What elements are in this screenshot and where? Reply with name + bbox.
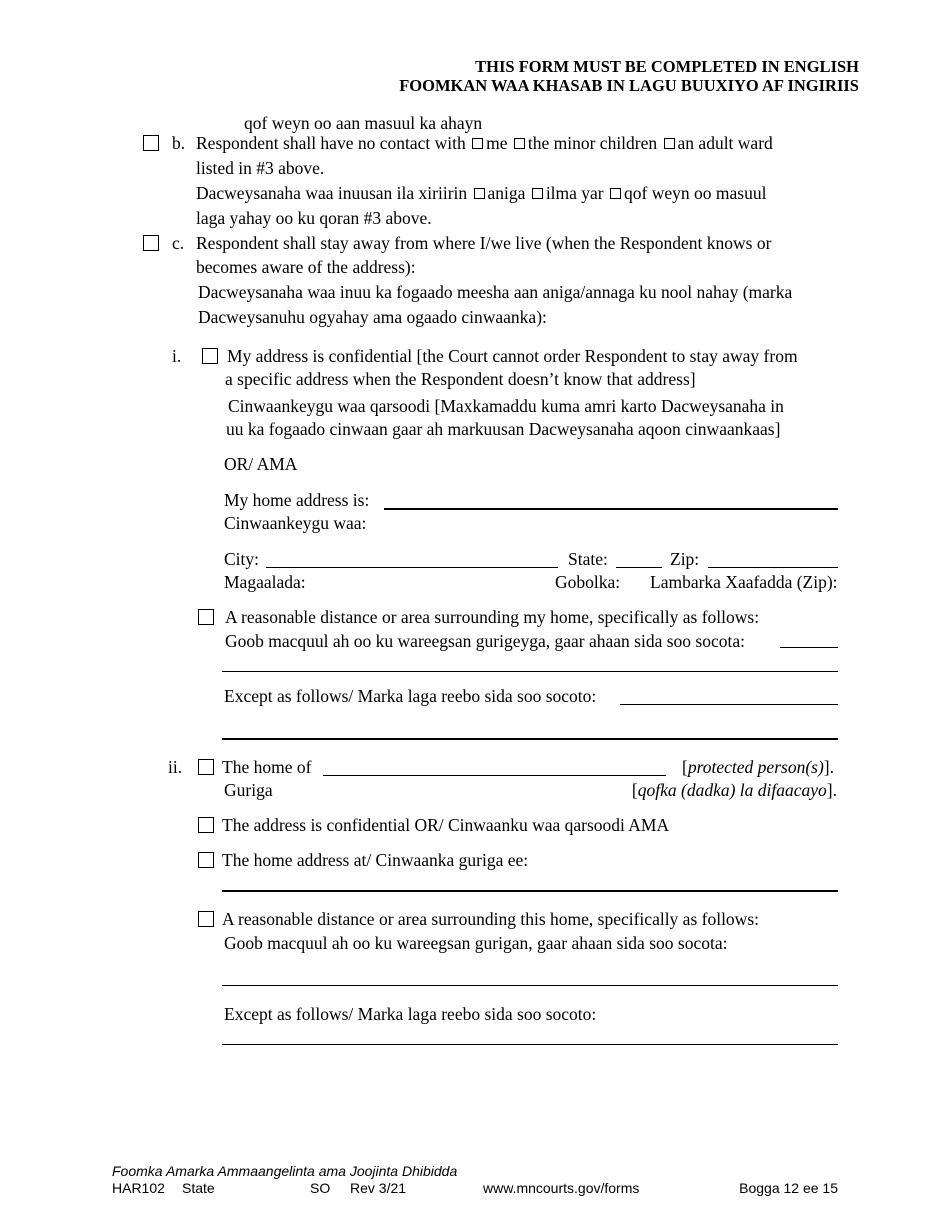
- protected-person-somali: [qofka (dadka) la difaacayo].: [631, 780, 837, 800]
- home-address-somali-label: Cinwaankeygu waa:: [224, 513, 367, 533]
- except-label-i: Except as follows/ Marka laga reebo sida soo socoto:: [224, 686, 597, 706]
- footer-page-number: Bogga 12 ee 15: [739, 1180, 838, 1196]
- footer-form-id: HAR102: [112, 1180, 165, 1196]
- item-c-somali-line1: Dacweysanaha waa inuu ka fogaado meesha aan aniga/annaga ku nool nahay (marka: [198, 282, 793, 302]
- item-b-somali-text: Dacweysanaha waa inuusan ila xiriirin: [196, 183, 468, 203]
- sub-item-ii-numeral: ii.: [168, 757, 183, 777]
- option-me-label: me: [486, 133, 508, 153]
- distance-home-somali: Goob macquul ah oo ku wareegsan gurigeyga, gaar ahaan sida soo socota:: [225, 631, 745, 651]
- home-address-field[interactable]: [384, 508, 838, 510]
- distance-this-home-checkbox[interactable]: [198, 911, 214, 927]
- checkbox-aniga[interactable]: [474, 188, 485, 199]
- except-field-i[interactable]: [222, 738, 838, 740]
- item-b-english-line1: [196, 135, 773, 153]
- confidential-english-line1: My address is confidential [the Court cannot order Respondent to stay away from: [227, 346, 798, 366]
- distance-this-home-field[interactable]: [222, 985, 838, 986]
- protected-person-english: [protected person(s)].: [682, 757, 834, 777]
- checkbox-qof-weyn[interactable]: [610, 188, 621, 199]
- item-c-letter: c.: [172, 233, 185, 253]
- confidential-somali-line2: uu ka fogaado cinwaan gaar ah markuusan Dacweysanaha aqoon cinwaankaas]: [226, 419, 781, 439]
- zip-field[interactable]: [708, 567, 838, 568]
- state-field[interactable]: [616, 567, 662, 568]
- confidential-somali-line1: Cinwaankeygu waa qarsoodi [Maxkamaddu kuma amri karto Dacweysanaha in: [228, 396, 784, 416]
- home-address-at-checkbox[interactable]: [198, 852, 214, 868]
- home-address-at-field[interactable]: [222, 890, 838, 892]
- confidential-address-checkbox[interactable]: [202, 348, 218, 364]
- state-somali-label: Gobolka:: [555, 572, 621, 592]
- city-label: City:: [224, 549, 260, 569]
- distance-home-field[interactable]: [222, 671, 838, 672]
- checkbox-ilma-yar[interactable]: [532, 188, 543, 199]
- home-address-at-label: The home address at/ Cinwaanka guriga ee:: [222, 850, 529, 870]
- option-adult-ward-label: an adult ward: [677, 133, 773, 153]
- address-confidential-label: The address is confidential OR/ Cinwaanku waa qarsoodi AMA: [222, 815, 670, 835]
- home-of-label: The home of: [222, 757, 312, 777]
- item-c-checkbox[interactable]: [143, 235, 159, 251]
- distance-home-checkbox[interactable]: [198, 609, 214, 625]
- option-aniga-label: aniga: [487, 183, 526, 203]
- item-b-checkbox[interactable]: [143, 135, 159, 151]
- footer-form-title: Foomka Amarka Ammaangelinta ama Joojinta Dhibidda: [112, 1163, 458, 1179]
- address-confidential-checkbox[interactable]: [198, 817, 214, 833]
- guriga-label: Guriga: [224, 780, 273, 800]
- protected-person-english-text: protected person(s): [687, 757, 824, 777]
- item-c-somali-line2: Dacweysanuhu ogyahay ama ogaado cinwaanka):: [198, 307, 547, 327]
- except-field-inline-i[interactable]: [620, 704, 838, 705]
- distance-home-field-inline[interactable]: [780, 647, 838, 648]
- footer-revision: Rev 3/21: [350, 1180, 407, 1196]
- distance-this-home-english: A reasonable distance or area surrounding this home, specifically as follows:: [222, 909, 759, 929]
- distance-home-english: A reasonable distance or area surrounding my home, specifically as follows:: [225, 607, 760, 627]
- footer-jurisdiction: State: [182, 1180, 215, 1196]
- item-b-somali-line2: laga yahay oo ku qoran #3 above.: [196, 208, 432, 228]
- zip-somali-label: Lambarka Xaafadda (Zip):: [650, 572, 838, 592]
- header-somali-notice: FOOMKAN WAA KHASAB IN LAGU BUUXIYO AF INGIRIIS: [399, 76, 859, 95]
- checkbox-minor-children[interactable]: [514, 138, 525, 149]
- except-label-ii: Except as follows/ Marka laga reebo sida soo socoto:: [224, 1004, 597, 1024]
- home-of-field[interactable]: [323, 775, 666, 776]
- or-label: OR/ AMA: [224, 454, 298, 474]
- sub-item-i-numeral: i.: [172, 346, 182, 366]
- city-somali-label: Magaalada:: [224, 572, 306, 592]
- checkbox-adult-ward[interactable]: [664, 138, 675, 149]
- continuation-text: qof weyn oo aan masuul ka ahayn: [244, 113, 483, 133]
- confidential-english-line2: a specific address when the Respondent doesn’t know that address]: [225, 369, 696, 389]
- item-c-english-line1: Respondent shall stay away from where I/we live (when the Respondent knows or: [196, 233, 772, 253]
- option-minor-children-label: the minor children: [527, 133, 658, 153]
- checkbox-me[interactable]: [472, 138, 483, 149]
- distance-this-home-somali: Goob macquul ah oo ku wareegsan gurigan, gaar ahaan sida soo socota:: [224, 933, 728, 953]
- option-qof-weyn-label: qof weyn oo masuul: [624, 183, 767, 203]
- zip-label: Zip:: [670, 549, 700, 569]
- home-of-checkbox[interactable]: [198, 759, 214, 775]
- home-address-label: My home address is:: [224, 490, 370, 510]
- except-field-ii[interactable]: [222, 1044, 838, 1045]
- item-b-english-line2: listed in #3 above.: [196, 158, 325, 178]
- item-b-somali-line1: [196, 185, 766, 203]
- item-c-english-line2: becomes aware of the address):: [196, 257, 416, 277]
- header-english-notice: THIS FORM MUST BE COMPLETED IN ENGLISH: [475, 57, 859, 76]
- city-field[interactable]: [266, 567, 558, 568]
- option-ilma-yar-label: ilma yar: [545, 183, 604, 203]
- footer-language: SO: [310, 1180, 331, 1196]
- footer-url: www.mncourts.gov/forms: [483, 1180, 640, 1196]
- item-b-letter: b.: [172, 133, 186, 153]
- protected-person-somali-text: qofka (dadka) la difaacayo: [637, 780, 827, 800]
- state-label: State:: [568, 549, 608, 569]
- item-b-english-text: Respondent shall have no contact with: [196, 133, 466, 153]
